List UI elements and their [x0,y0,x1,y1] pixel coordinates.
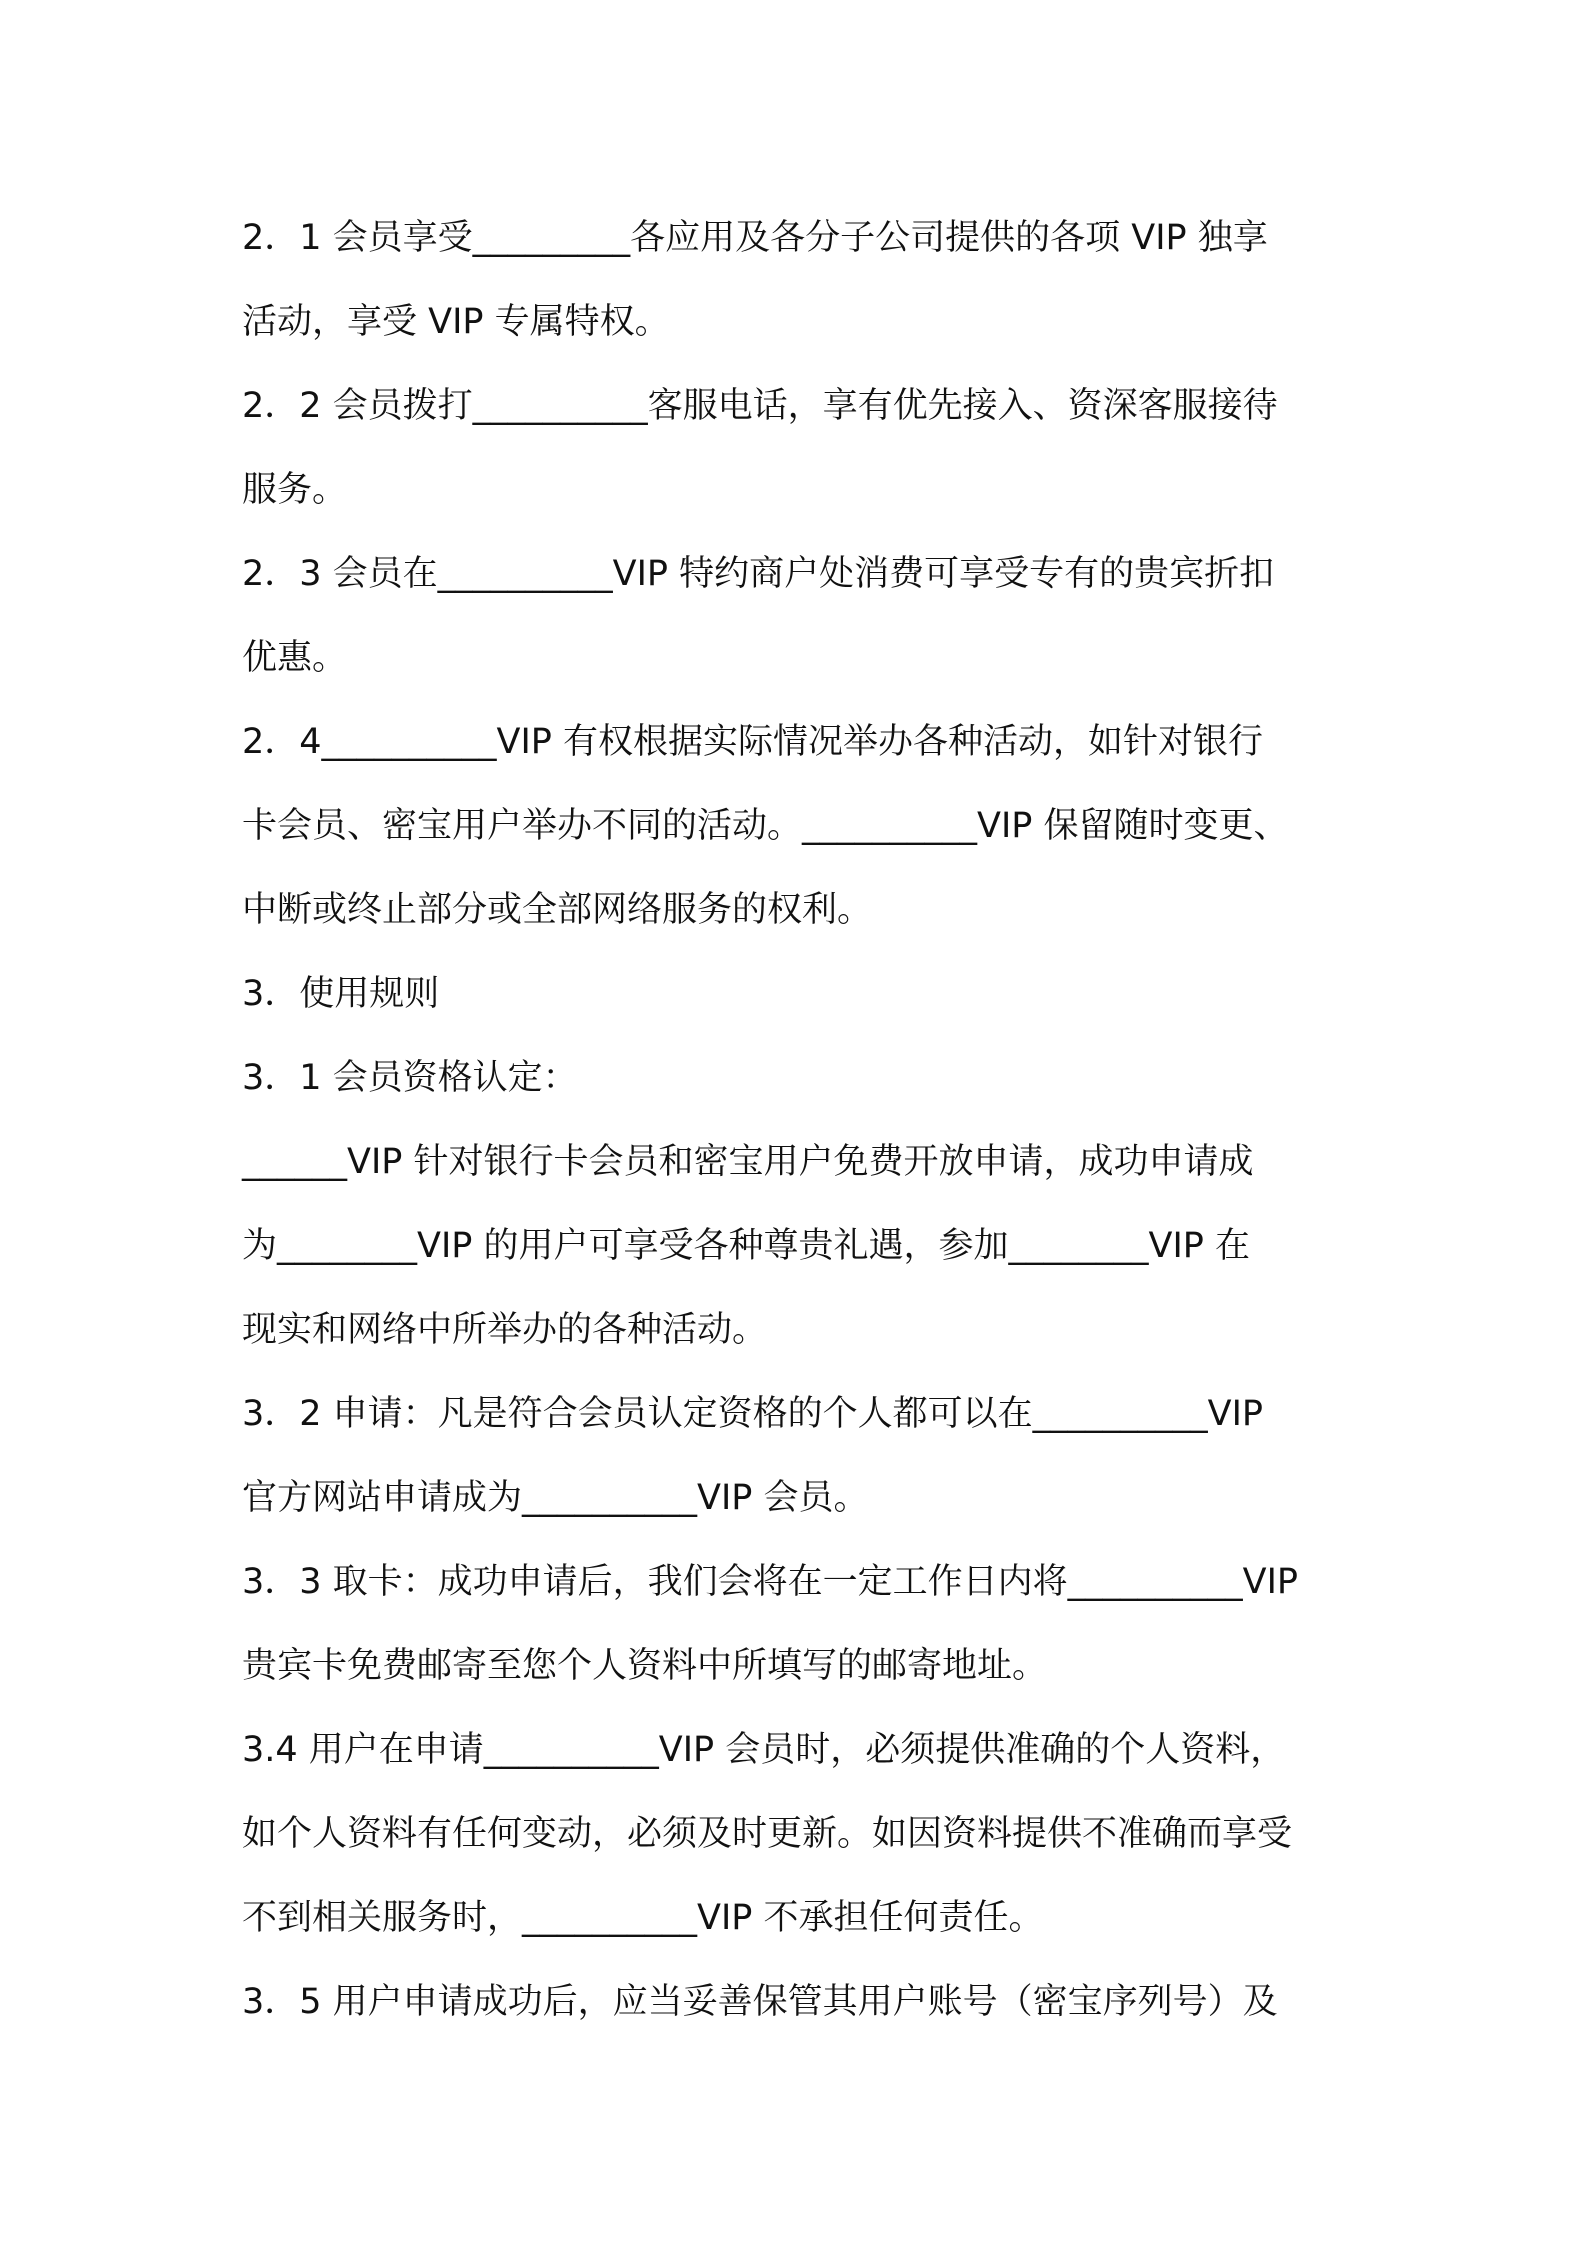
text-line: 3.4 用户在申请__________VIP 会员时，必须提供准确的个人资料， [242,1730,1286,1770]
text-line: 3．2 申请：凡是符合会员认定资格的个人都可以在__________VIP [242,1394,1264,1434]
text-line: 活动，享受 VIP 专属特权。 [242,302,670,342]
text-line: 官方网站申请成为__________VIP 会员。 [242,1478,869,1518]
text-line: 服务。 [242,470,348,510]
text-line: 2．2 会员拨打__________客服电话，享有优先接入、资深客服接待 [242,386,1278,426]
text-line: 2．3 会员在__________VIP 特约商户处消费可享受专有的贵宾折扣 [242,554,1275,594]
text-line: 3．3 取卡：成功申请后，我们会将在一定工作日内将__________VIP [242,1562,1299,1602]
text-line: ______VIP 针对银行卡会员和密宝用户免费开放申请，成功申请成 [242,1142,1254,1182]
text-line: 卡会员、密宝用户举办不同的活动。__________VIP 保留随时变更、 [242,806,1289,846]
text-line: 现实和网络中所举办的各种活动。 [242,1310,768,1350]
text-line: 不到相关服务时，__________VIP 不承担任何责任。 [242,1898,1044,1938]
text-line: 优惠。 [242,638,348,678]
text-line: 贵宾卡免费邮寄至您个人资料中所填写的邮寄地址。 [242,1646,1048,1686]
section-heading: 3．使用规则 [242,974,440,1014]
text-line: 3．1 会员资格认定： [242,1058,578,1098]
document-body [242,196,1352,2044]
text-line: 中断或终止部分或全部网络服务的权利。 [242,890,873,930]
text-line: 2．4__________VIP 有权根据实际情况举办各种活动，如针对银行 [242,722,1264,762]
text-line: 3．5 用户申请成功后，应当妥善保管其用户账号（密宝序列号）及 [242,1982,1278,2022]
text-line: 2．1 会员享受_________各应用及各分子公司提供的各项 VIP 独享 [242,218,1268,258]
text-line: 为________VIP 的用户可享受各种尊贵礼遇，参加________VIP 在 [242,1226,1250,1266]
text-line: 如个人资料有任何变动，必须及时更新。如因资料提供不准确而享受 [242,1814,1293,1854]
